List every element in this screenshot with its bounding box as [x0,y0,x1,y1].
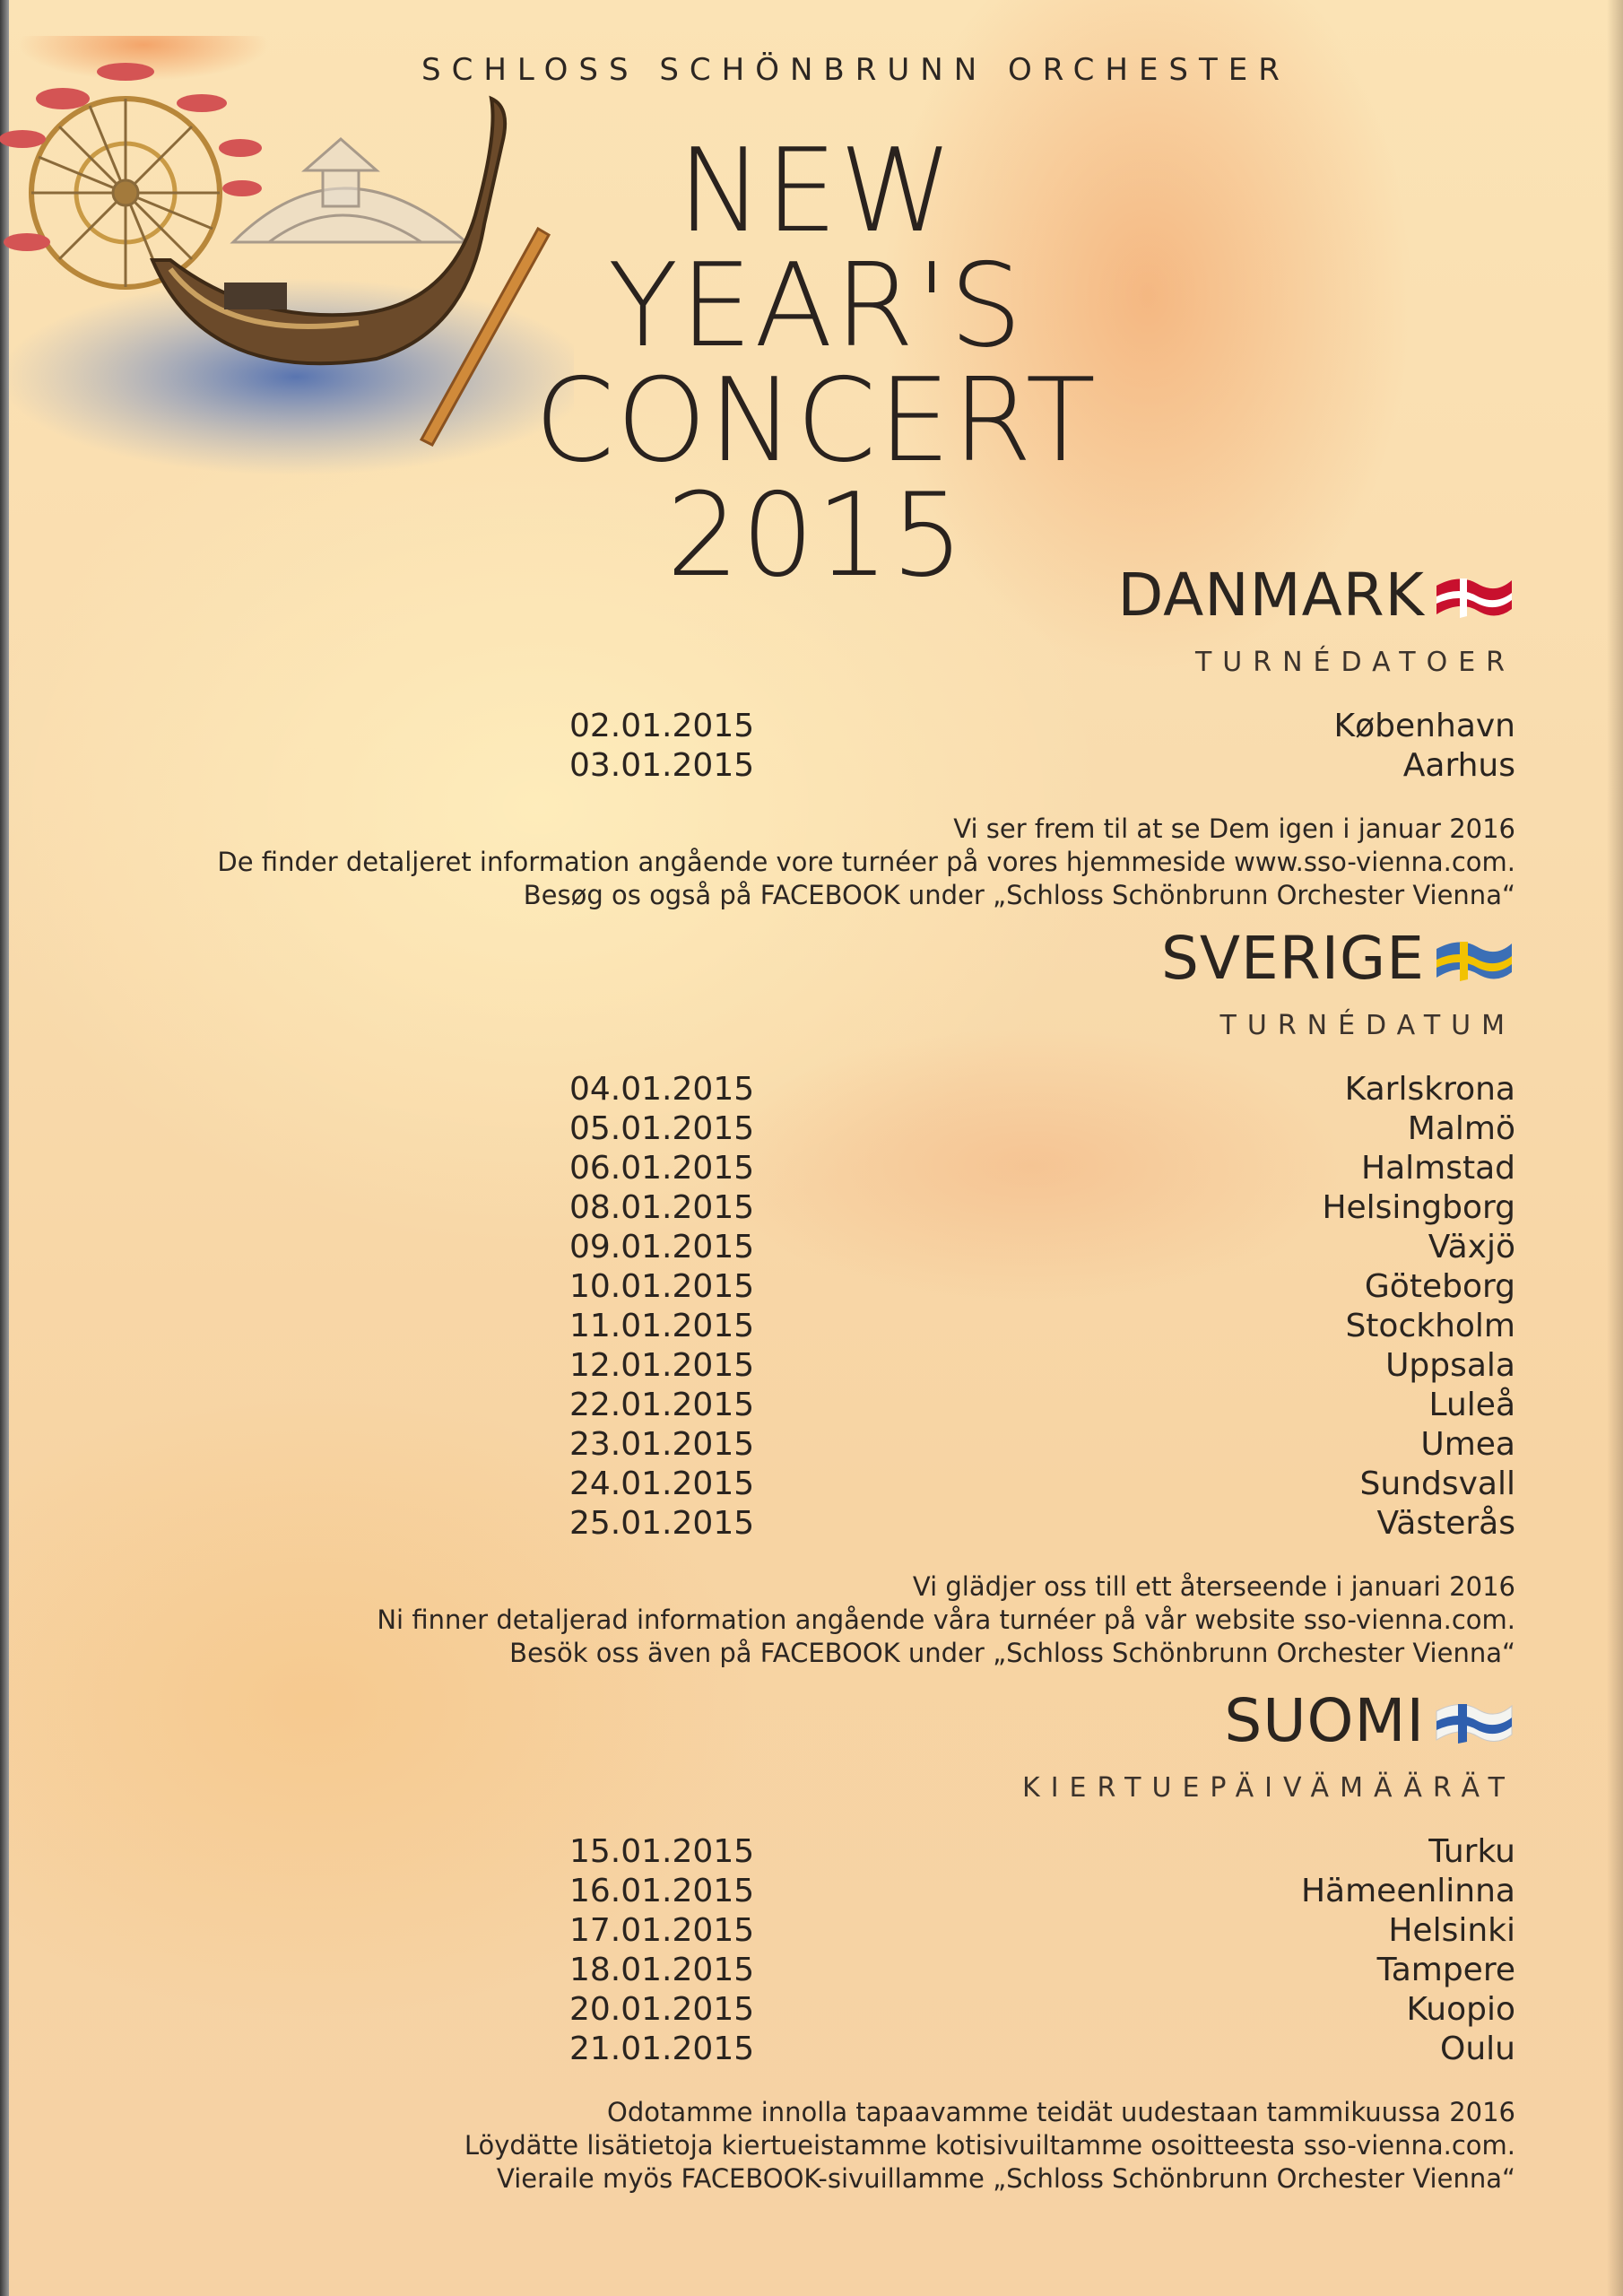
tour-date-row [170,1386,1515,1425]
tour-date-row [170,746,1515,786]
concert-title [484,125,1148,603]
country-name: SUOMI [1224,1686,1425,1755]
city: Karlskrona [1344,1071,1515,1108]
country-name: SVERIGE [1160,924,1425,993]
date: 12.01.2015 [569,1347,755,1384]
title-line-1: NEW YEAR'S [608,125,1024,373]
city: Oulu [1440,2031,1515,2067]
tour-date-row [170,1267,1515,1307]
date: 06.01.2015 [569,1150,755,1187]
closing-notes [170,1570,1515,1670]
closing-notes [170,2096,1515,2196]
sweden-flag-icon [1433,931,1515,987]
rialto-bridge [233,139,466,242]
date: 10.01.2015 [569,1268,755,1305]
date: 03.01.2015 [569,747,755,784]
date: 25.01.2015 [569,1505,755,1542]
denmark-flag-icon [1433,568,1515,623]
tour-dates-subtitle: TURNÉDATUM [1219,1010,1515,1041]
closing-notes [170,813,1515,912]
city: Stockholm [1345,1308,1515,1344]
tour-dates-list [170,1832,1515,2069]
city: Växjö [1428,1229,1515,1265]
tour-date-row [170,1832,1515,1872]
date: 16.01.2015 [569,1873,755,1909]
city: Aarhus [1402,747,1515,784]
note-line: Ni finner detaljerad information angående våra turnéer på vår website sso-vienna.com. [377,1605,1515,1635]
note-line: Löydätte lisätietoja kiertueistamme kotisivuiltamme osoitteesta sso-vienna.com. [464,2130,1515,2161]
date: 15.01.2015 [569,1833,755,1870]
note-line: De finder detaljeret information angående vore turnéer på vores hjemmeside www.sso-vienna.com. [217,847,1515,877]
tour-date-row [170,1504,1515,1544]
date: 05.01.2015 [569,1110,755,1147]
finland-section [170,1686,1515,2196]
denmark-heading [170,561,1515,641]
title-line-3: 2015 [666,469,966,603]
city: Umea [1420,1426,1515,1463]
date: 21.01.2015 [569,2031,755,2067]
tour-date-row [170,1149,1515,1188]
tour-date-row [170,1911,1515,1951]
city: København [1333,708,1515,744]
note-line: Vi glädjer oss till ett återseende i januari 2016 [912,1571,1515,1602]
date: 02.01.2015 [569,708,755,744]
tour-date-row [170,1070,1515,1109]
date: 18.01.2015 [569,1952,755,1988]
sweden-heading [170,924,1515,1004]
tour-date-row [170,1228,1515,1267]
date: 17.01.2015 [569,1912,755,1949]
note-line: Vi ser frem til at se Dem igen i januar 2016 [953,813,1515,844]
city: Malmö [1407,1110,1515,1147]
city: Västerås [1376,1505,1515,1542]
tour-date-row [170,1109,1515,1149]
sweden-section [170,924,1515,1670]
tour-date-row [170,707,1515,746]
note-line: Besök oss även på FACEBOOK under „Schloss Schönbrunn Orchester Vienna“ [509,1638,1515,1668]
tour-date-row [170,1872,1515,1911]
city: Göteborg [1364,1268,1515,1305]
note-line: Odotamme innolla tapaavamme teidät uudestaan tammikuussa 2016 [607,2097,1515,2127]
finland-flag-icon [1433,1693,1515,1749]
tour-date-row [170,1990,1515,2030]
tour-date-row [170,1951,1515,1990]
city: Sundsvall [1359,1465,1515,1502]
date: 22.01.2015 [569,1387,755,1423]
denmark-section [170,561,1515,912]
city: Turku [1428,1833,1515,1870]
country-name: DANMARK [1117,561,1425,630]
tour-dates-list [170,707,1515,786]
tour-dates-subtitle: TURNÉDATOER [1194,647,1515,678]
orchestra-name: SCHLOSS SCHÖNBRUNN ORCHESTER [421,52,1290,88]
tour-date-row [170,1425,1515,1465]
finland-heading [170,1686,1515,1767]
title-line-2: CONCERT [534,354,1098,488]
date: 09.01.2015 [569,1229,755,1265]
tour-dates-subtitle: KIERTUEPÄIVÄMÄÄRÄT [1022,1772,1515,1804]
city: Helsinki [1388,1912,1515,1949]
date: 24.01.2015 [569,1465,755,1502]
city: Hämeenlinna [1300,1873,1515,1909]
city: Tampere [1376,1952,1515,1988]
tour-dates-list [170,1070,1515,1544]
tour-date-row [170,1307,1515,1346]
tour-date-row [170,1188,1515,1228]
city: Helsingborg [1322,1189,1515,1226]
note-line: Vieraile myös FACEBOOK-sivuillamme „Schloss Schönbrunn Orchester Vienna“ [497,2163,1515,2194]
tour-date-row [170,1346,1515,1386]
date: 04.01.2015 [569,1071,755,1108]
tour-date-row [170,1465,1515,1504]
city: Luleå [1428,1387,1515,1423]
date: 23.01.2015 [569,1426,755,1463]
date: 11.01.2015 [569,1308,755,1344]
page-right-edge-shadow [1607,0,1623,2296]
city: Halmstad [1361,1150,1515,1187]
city: Uppsala [1385,1347,1515,1384]
tour-date-row [170,2030,1515,2069]
note-line: Besøg os også på FACEBOOK under „Schloss Schönbrunn Orchester Vienna“ [523,880,1515,910]
date: 08.01.2015 [569,1189,755,1226]
ferris-wheel [31,99,220,287]
date: 20.01.2015 [569,1991,755,2028]
city: Kuopio [1406,1991,1515,2028]
